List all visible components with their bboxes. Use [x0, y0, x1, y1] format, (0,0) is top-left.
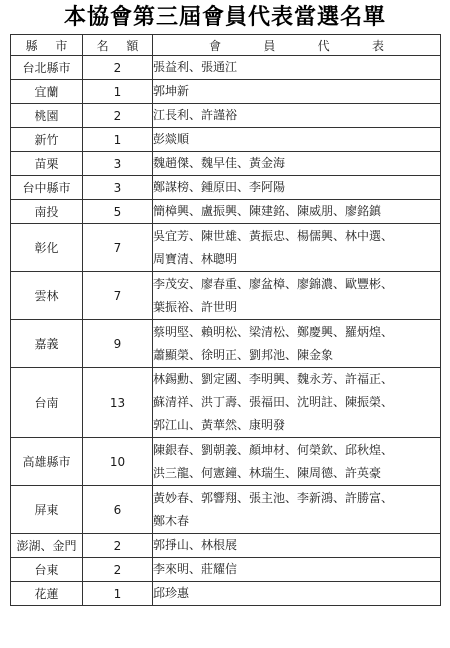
- table-row: [11, 320, 441, 368]
- member-line: 郭江山、黃華然、康明發: [153, 418, 286, 432]
- roster-table: [10, 34, 441, 606]
- member-line: 魏趙傑、魏早佳、黃金海: [153, 156, 286, 170]
- quota-cell: 1: [83, 128, 153, 152]
- quota-cell: 13: [83, 368, 153, 438]
- members-cell: [153, 200, 441, 224]
- table-row: [11, 152, 441, 176]
- member-line: 周寶清、林聰明: [153, 251, 238, 266]
- member-line: 吳宜芳、陳世雄、黃振忠、楊儒興、林中選、: [153, 228, 394, 243]
- member-line: 黃妙春、郭響翔、張主池、李新鴻、許勝富、: [153, 490, 394, 505]
- member-line: 李來明、莊耀信: [153, 562, 238, 576]
- members-cell: [153, 56, 441, 80]
- header-county: 縣 市: [11, 35, 83, 56]
- quota-cell: 2: [83, 56, 153, 80]
- table-row: [11, 56, 441, 80]
- member-line: 鄭謀榜、鍾原田、李阿陽: [153, 180, 286, 194]
- county-cell: 雲林: [11, 272, 83, 320]
- quota-cell: 3: [83, 152, 153, 176]
- quota-cell: 7: [83, 272, 153, 320]
- table-row: [11, 80, 441, 104]
- quota-cell: 1: [83, 80, 153, 104]
- header-members: 會 員 代 表: [153, 35, 441, 56]
- quota-cell: 6: [83, 486, 153, 534]
- table-row: [11, 272, 441, 320]
- quota-cell: 5: [83, 200, 153, 224]
- member-line: 陳銀春、劉朝義、顏坤材、何榮欽、邱秋煌、: [153, 442, 394, 457]
- table-row: [11, 224, 441, 272]
- member-line: 葉振裕、許世明: [153, 299, 238, 314]
- member-line: 李茂安、廖春重、廖盆樟、廖錦濃、歐豐彬、: [153, 276, 394, 291]
- county-cell: 苗栗: [11, 152, 83, 176]
- county-cell: 彰化: [11, 224, 83, 272]
- quota-cell: 2: [83, 558, 153, 582]
- members-cell: [153, 80, 441, 104]
- member-line: 蕭顯榮、徐明正、劉邦池、陳金象: [153, 347, 334, 362]
- table-row: [11, 582, 441, 606]
- member-line: 洪三龍、何憲鐘、林瑞生、陳周德、許英豪: [153, 465, 382, 480]
- member-line: 張益利、張通江: [153, 60, 238, 74]
- member-line: 郭坤新: [153, 84, 190, 98]
- members-cell: [153, 128, 441, 152]
- table-row: [11, 200, 441, 224]
- county-cell: 南投: [11, 200, 83, 224]
- table-row: [11, 104, 441, 128]
- member-line: 邱珍惠: [153, 586, 190, 600]
- members-cell: [153, 272, 441, 320]
- county-cell: 台南: [11, 368, 83, 438]
- page-title: 本協會第三屆會員代表當選名單: [63, 4, 386, 30]
- quota-cell: 2: [83, 104, 153, 128]
- table-header-row: [11, 35, 441, 56]
- member-line: 簡樟興、盧振興、陳建銘、陳威朋、廖銘鎮: [153, 204, 382, 218]
- members-cell: [153, 176, 441, 200]
- county-cell: 台北縣市: [11, 56, 83, 80]
- table-row: [11, 534, 441, 558]
- member-line: 蔡明堅、賴明松、梁清松、鄭慶興、羅炳煌、: [153, 324, 394, 339]
- quota-cell: 7: [83, 224, 153, 272]
- quota-cell: 10: [83, 438, 153, 486]
- table-row: [11, 558, 441, 582]
- county-cell: 花蓮: [11, 582, 83, 606]
- table-row: [11, 486, 441, 534]
- county-cell: 屏東: [11, 486, 83, 534]
- county-cell: 高雄縣市: [11, 438, 83, 486]
- header-quota: 名 額: [83, 35, 153, 56]
- table-row: [11, 438, 441, 486]
- members-cell: [153, 438, 441, 486]
- members-cell: [153, 558, 441, 582]
- county-cell: 台中縣市: [11, 176, 83, 200]
- table-row: [11, 128, 441, 152]
- roster-body: [11, 56, 441, 606]
- member-line: 林錫勳、劉定國、李明興、魏永芳、許福正、: [153, 372, 394, 386]
- member-line: 郭掙山、林根展: [153, 538, 238, 552]
- members-cell: [153, 320, 441, 368]
- member-line: 彭燚順: [153, 132, 190, 146]
- members-cell: [153, 152, 441, 176]
- quota-cell: 2: [83, 534, 153, 558]
- table-row: [11, 176, 441, 200]
- county-cell: 嘉義: [11, 320, 83, 368]
- quota-cell: 1: [83, 582, 153, 606]
- county-cell: 宜蘭: [11, 80, 83, 104]
- member-line: 江長利、許謹裕: [153, 108, 238, 122]
- county-cell: 台東: [11, 558, 83, 582]
- members-cell: [153, 104, 441, 128]
- quota-cell: 9: [83, 320, 153, 368]
- members-cell: [153, 368, 441, 438]
- county-cell: 新竹: [11, 128, 83, 152]
- member-line: 鄭木春: [153, 513, 190, 528]
- members-cell: [153, 486, 441, 534]
- members-cell: [153, 224, 441, 272]
- county-cell: 桃園: [11, 104, 83, 128]
- county-cell: 澎湖、金門: [11, 534, 83, 558]
- members-cell: [153, 534, 441, 558]
- table-row: [11, 368, 441, 438]
- member-line: 蘇清祥、洪丁壽、張福田、沈明註、陳振榮、: [153, 395, 394, 409]
- quota-cell: 3: [83, 176, 153, 200]
- members-cell: [153, 582, 441, 606]
